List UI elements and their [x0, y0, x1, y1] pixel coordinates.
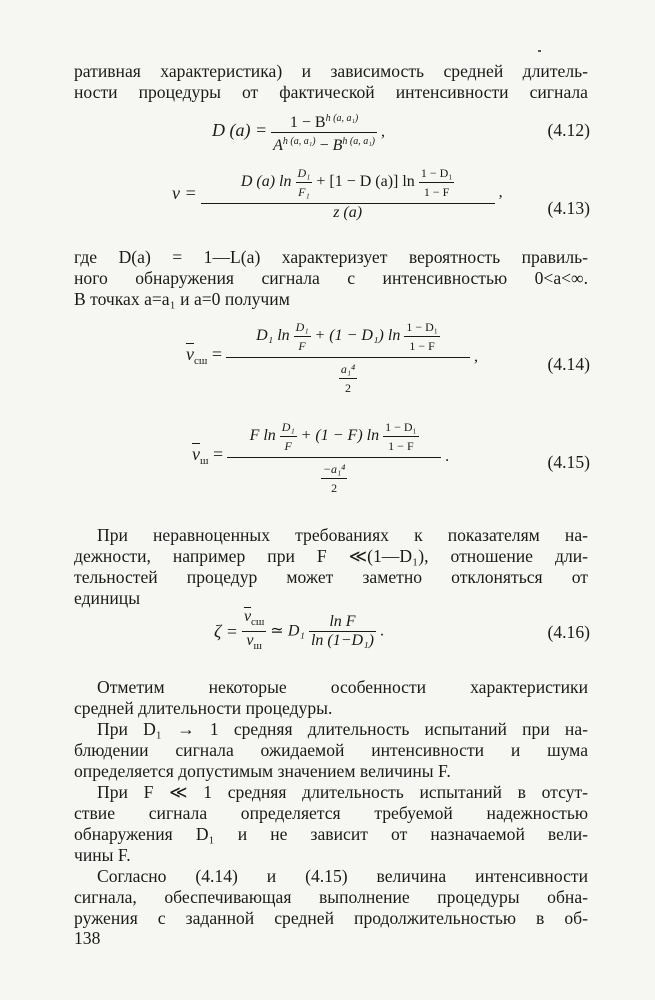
- text-line: ствие сигнала определяется требуемой надежностью: [74, 803, 588, 823]
- text-line: тельностей процедур может заметно отклоняться от: [74, 567, 588, 587]
- equation-number: (4.16): [547, 622, 590, 642]
- eq-fraction: $\frac{\overline{\nu}_{сш}}{\overline{\nu}_ш}$: [242, 608, 266, 655]
- text-line: При неравноценных требованиях к показателям на-: [97, 525, 588, 545]
- text-line: В точках a=a₁ и a=0 получим: [74, 289, 290, 309]
- text-line: Согласно (4.14) и (4.15) величина интенсивности: [97, 866, 588, 886]
- equation-number: (4.14): [547, 354, 590, 374]
- eq-lhs: D (a) =: [212, 120, 268, 141]
- eq-fraction: $\frac{1 - B^{h (a, a_1)}}{A^{h (a, a_1)} - B^{h (a, a_1)}}$: [273, 113, 376, 154]
- equation-4-16: ζ = $\frac{\overline{\nu}_{сш}}{\overline{\nu}_ш}$ ≃ D₁ $\frac{\text{ln F}}{\text{ln (1−D₁)}}$ .: [214, 608, 384, 655]
- eq-fraction: D₁ ln $\frac{\text{D₁}}{F}$ + (1 − D₁) ln $\frac{\text{1 − D₁}}{1 - F}$ $\frac{\text{a₁⁴}}{2}$: [226, 318, 470, 397]
- text-line: ружения с заданной средней продолжительностью в об-: [74, 908, 588, 928]
- text-line: определяется допустимым значением величины F.: [74, 761, 451, 781]
- text-line: ного обнаружения сигнала с интенсивностью 0<a<∞.: [74, 268, 588, 288]
- text-line: Отметим некоторые особенности характеристики: [97, 677, 588, 697]
- page-number: 138: [74, 928, 101, 948]
- text-line: обнаружения D₁ и не зависит от назначаемой вели-: [74, 824, 588, 844]
- text-line: ративная характеристика) и зависимость средней длитель-: [74, 61, 588, 81]
- text-line: сигнала, обеспечивающая выполнение процедуры обна-: [74, 887, 588, 907]
- text-line: блюдении сигнала ожидаемой интенсивности и шума: [74, 740, 588, 760]
- text-line: дежности, например при F ≪(1—D₁), отношение дли-: [74, 546, 588, 566]
- text-line: средней длительности процедуры.: [74, 698, 333, 718]
- equation-number: (4.13): [547, 198, 590, 218]
- equation-4-15: $\overline{\nu}_ш$ = F ln $\frac{\text{D₁}}{F}$ + (1 − F) ln $\frac{\text{1 − D₁}}{1 - F}$ $\frac{\text{−a₁⁴}}{2}$ .: [192, 420, 450, 495]
- eq-lhs: $\overline{\nu}_ш$ =: [192, 444, 224, 467]
- text-line: где D(a) = 1—L(a) характеризует вероятность правиль-: [74, 247, 588, 267]
- equation-4-14: $\overline{\nu}_{сш}$ = D₁ ln $\frac{\text{D₁}}{F}$ + (1 − D₁) ln $\frac{\text{1 − D₁}}{1 - F}$ $\frac{\text{a₁⁴}}{2}$ ,: [186, 320, 479, 395]
- eq-fraction: D (a) ln $\frac{\text{D₁}}{\text{F₁}}$ + [1 − D (a)] ln $\frac{\text{1 − D₁}}{1 - F}$ z (a): [201, 164, 495, 222]
- eq-lhs: $\overline{\nu}_{сш}$ =: [186, 344, 223, 367]
- text-line: чины F.: [74, 845, 131, 865]
- text-line: При D₁ → 1 средняя длительность испытаний при на-: [97, 719, 588, 739]
- eq-lhs: ζ =: [214, 621, 238, 642]
- equation-4-12: D (a) = $\frac{1 - B^{h (a, a_1)}}{A^{h (a, a_1)} - B^{h (a, a_1)}}$ ,: [212, 110, 385, 155]
- equation-number: (4.12): [547, 120, 590, 140]
- text-line: единицы: [74, 588, 141, 608]
- equation-number: (4.15): [547, 452, 590, 472]
- text-line: ности процедуры от фактической интенсивности сигнала: [74, 82, 588, 102]
- equation-4-13: ν = D (a) ln $\frac{\text{D₁}}{\text{F₁}}$ + [1 − D (a)] ln $\frac{\text{1 − D₁}}{1 - F}$ z (a) ,: [172, 166, 503, 221]
- eq-lhs: ν =: [172, 183, 197, 203]
- text-line: При F ≪ 1 средняя длительность испытаний в отсут-: [97, 782, 588, 802]
- speck: [538, 50, 541, 52]
- eq-fraction: $\frac{\text{ln F}}{\text{ln (1−D₁)}}$: [310, 613, 374, 649]
- eq-fraction: F ln $\frac{\text{D₁}}{F}$ + (1 − F) ln $\frac{\text{1 − D₁}}{1 - F}$ $\frac{\text{−a₁⁴}}{2}$: [227, 418, 441, 497]
